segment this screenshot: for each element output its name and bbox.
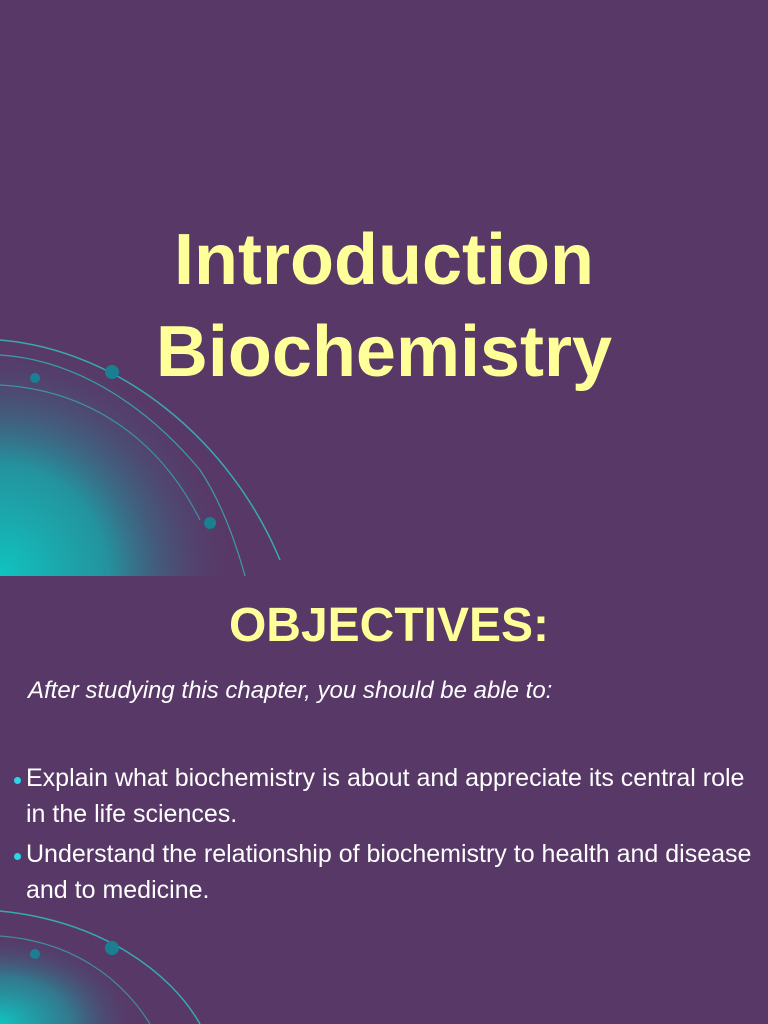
node-dot-icon xyxy=(105,941,119,955)
list-item xyxy=(12,760,752,832)
bullet-text: Explain what biochemistry is about and appreciate its central role in the life sciences. xyxy=(26,764,745,828)
bullet-text: Understand the relationship of biochemistry to health and disease and to medicine. xyxy=(26,840,752,904)
slide-title xyxy=(0,214,768,398)
objectives-list xyxy=(12,760,752,912)
title-line: Introduction xyxy=(174,220,594,300)
objectives-slide xyxy=(0,576,768,1024)
objectives-heading: OBJECTIVES: xyxy=(228,599,550,652)
node-dot-icon xyxy=(204,517,216,529)
bullet-dot-icon xyxy=(14,777,21,784)
bullet-dot-icon xyxy=(14,853,21,860)
list-item xyxy=(12,836,752,908)
title-line: Biochemistry xyxy=(155,312,613,392)
node-dot-icon xyxy=(30,949,40,959)
intro-text: After studying this chapter, you should be able to: xyxy=(28,677,553,704)
